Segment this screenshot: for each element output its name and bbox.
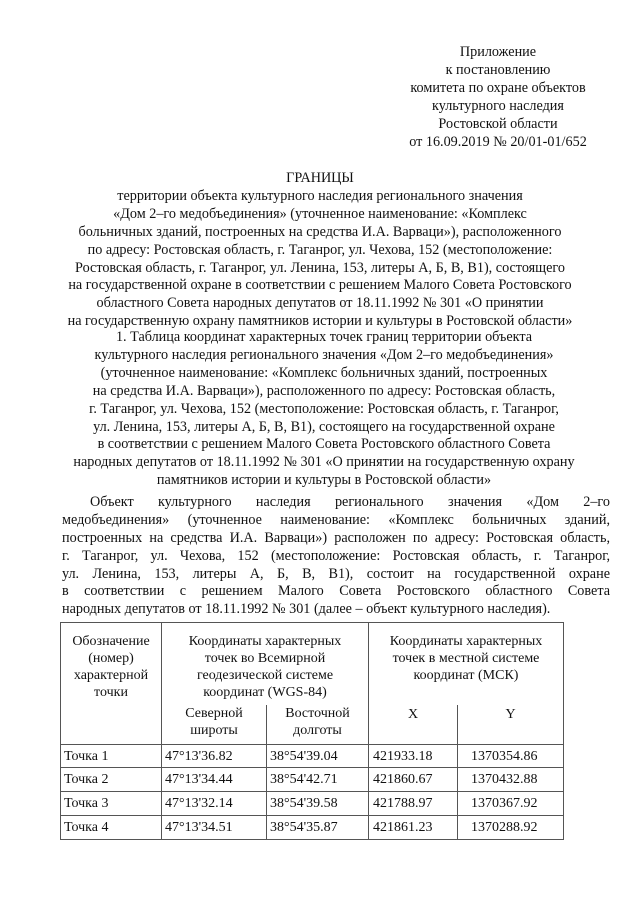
header-longitude: Восточной долготы	[267, 705, 369, 745]
heading-line: «Дом 2–го медобъединения» (уточненное наименование: «Комплекс	[113, 205, 527, 222]
header-y: Y	[458, 705, 564, 745]
section-line: культурного наследия регионального значения «Дом 2–го медобъединения»	[94, 346, 554, 363]
section-line: ул. Ленина, 153, литеры А, Б, В, В1), состоящего на государственной охране	[93, 418, 555, 435]
paragraph-line: г. Таганрог, ул. Чехова, 152 (местоположение: Ростовская область, г. Таганрог,	[62, 547, 610, 564]
latitude-value: 47°13'36.82	[162, 745, 267, 768]
y-value: 1370288.92	[458, 816, 564, 840]
section-line: памятников истории и культуры в Ростовской области»	[156, 472, 492, 489]
section-line: в соответствии с решением Малого Совета Ростовского областного Совета	[97, 436, 551, 453]
heading-line: территории объекта культурного наследия регионального значения	[117, 187, 523, 204]
appendix-line: от 16.09.2019 № 20/01-01/652	[409, 133, 587, 150]
paragraph-line: в соответствии с решением Малого Совета Ростовского областного Совета	[62, 583, 610, 600]
heading-line: на государственной охране в соответствии с решением Малого Совета Ростовского	[68, 277, 572, 294]
heading-line: Ростовская область, г. Таганрог, ул. Ленина, 153, литеры А, Б, В, В1), состоящего	[75, 259, 565, 276]
longitude-value: 38°54'39.58	[267, 792, 369, 816]
heading-line: по адресу: Ростовская область, г. Таганрог, ул. Чехова, 152 (местоположение:	[87, 241, 553, 258]
x-value: 421788.97	[369, 792, 458, 816]
header-msk: Координаты характерных точек в местной системе координат (МСК)	[369, 623, 564, 705]
table-row	[61, 816, 564, 840]
appendix-line: Приложение	[459, 44, 537, 60]
latitude-value: 47°13'34.44	[162, 768, 267, 792]
longitude-value: 38°54'35.87	[267, 816, 369, 840]
heading-line: на государственную охрану памятников истории и культуры в Ростовской области»	[67, 313, 573, 330]
x-value: 421860.67	[369, 768, 458, 792]
header-latitude: Северной широты	[162, 705, 267, 745]
x-value: 421861.23	[369, 816, 458, 840]
heading-line: больничных зданий, построенных на средства И.А. Варваци»), расположенного	[78, 223, 562, 240]
appendix-line: к постановлению	[445, 61, 551, 78]
point-name: Точка 2	[61, 768, 162, 792]
header-wgs84: Координаты характерных точек во Всемирной геодезической системе координат (WGS-84)	[162, 623, 369, 705]
table-row	[61, 792, 564, 816]
paragraph-line: народных депутатов от 18.11.1992 № 301 (далее – объект культурного наследия).	[62, 601, 551, 618]
paragraph-line: Объект культурного наследия регионального значения «Дом 2–го	[90, 494, 610, 510]
appendix-block	[398, 44, 598, 151]
section-line: г. Таганрог, ул. Чехова, 152 (местоположение: Ростовская область, г. Таганрог,	[89, 400, 559, 417]
heading-title: ГРАНИЦЫ	[286, 170, 354, 186]
y-value: 1370432.88	[458, 768, 564, 792]
latitude-value: 47°13'32.14	[162, 792, 267, 816]
section-title-block	[46, 329, 602, 490]
longitude-value: 38°54'39.04	[267, 745, 369, 768]
paragraph-line: медобъединения» (уточненное наименование: «Комплекс больничных зданий,	[62, 511, 610, 528]
appendix-line: культурного наследия	[432, 97, 564, 114]
header-point-designation: Обозначение (номер) характерной точки	[61, 623, 162, 745]
point-name: Точка 1	[61, 745, 162, 768]
heading-block	[40, 170, 600, 331]
y-value: 1370367.92	[458, 792, 564, 816]
appendix-line: Ростовской области	[438, 115, 558, 132]
latitude-value: 47°13'34.51	[162, 816, 267, 840]
section-line: народных депутатов от 18.11.1992 № 301 «О принятии на государственную охрану	[73, 454, 575, 471]
appendix-line: комитета по охране объектов	[410, 79, 586, 96]
paragraph-line: построенных на средства И.А. Варваци») расположен по адресу: Ростовская область,	[62, 529, 610, 546]
y-value: 1370354.86	[458, 745, 564, 768]
coordinates-table	[60, 622, 564, 840]
point-name: Точка 4	[61, 816, 162, 840]
paragraph-line: ул. Ленина, 153, литеры А, Б, В, В1), состоит на государственной охране	[62, 565, 610, 582]
longitude-value: 38°54'42.71	[267, 768, 369, 792]
body-paragraph	[62, 494, 610, 619]
heading-line: областного Совета народных депутатов от 18.11.1992 № 301 «О принятии	[96, 295, 544, 312]
table-row	[61, 745, 564, 768]
x-value: 421933.18	[369, 745, 458, 768]
header-x: X	[369, 705, 458, 745]
section-line: на средства И.А. Варваци»), расположенного по адресу: Ростовская область,	[92, 382, 556, 399]
table-row	[61, 768, 564, 792]
section-line: (уточненное наименование: «Комплекс больничных зданий, построенных	[100, 364, 548, 381]
section-line: 1. Таблица координат характерных точек границ территории объекта	[115, 329, 533, 345]
point-name: Точка 3	[61, 792, 162, 816]
